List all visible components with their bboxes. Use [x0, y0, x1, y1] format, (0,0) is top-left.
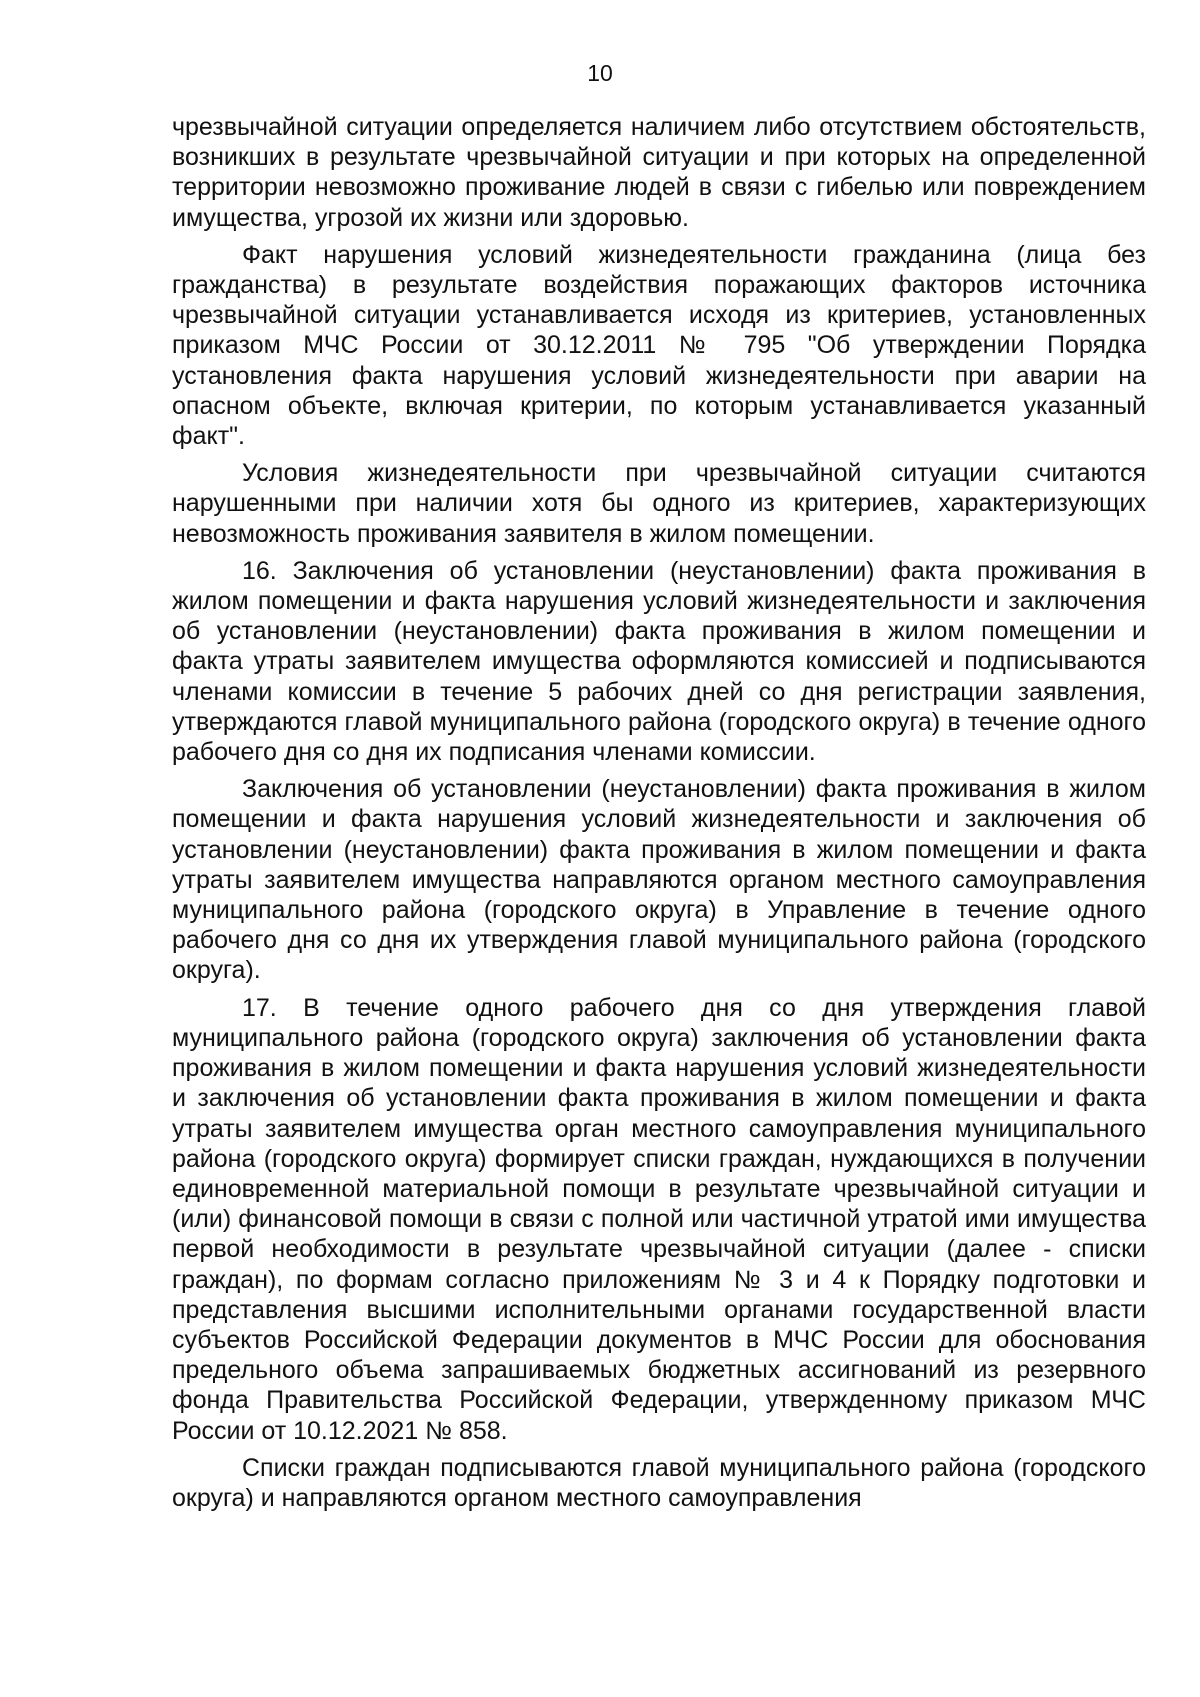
paragraph-item-17: 17. В течение одного рабочего дня со дня утверждения главой муниципального района (городского округа) заключения об установлении факта проживания в жилом помещении и факта нарушения условий жизнедеятельности и заключения об установлении факта проживания в жилом помещении и факта утраты заявителем имущества орган местного самоуправления муниципального района (городского округа) формирует списки граждан, нуждающихся в получении единовременной материальной помощи в результате чрезвычайной ситуации и (или) финансовой помощи в связи с полной или частичной утратой ими имущества первой необходимости в результате чрезвычайной ситуации (далее - списки граждан), по формам согласно приложениям № 3 и 4 к Порядку подготовки и представления высшими исполнительными органами государственной власти субъектов Российской Федерации документов в МЧС России для обоснования предельного объема запрашиваемых бюджетных ассигнований из резервного фонда Правительства Российской Федерации, утвержденному приказом МЧС России от 10.12.2021 № 858.: [172, 993, 1146, 1445]
paragraph-citizen-lists: Списки граждан подписываются главой муниципального района (городского округа) и направляются органом местного самоуправления: [172, 1453, 1146, 1512]
paragraph-continuation: чрезвычайной ситуации определяется наличием либо отсутствием обстоятельств, возникших в результате чрезвычайной ситуации и при которых на определенной территории невозможно проживание людей в связи с гибелью или повреждением имущества, угрозой их жизни или здоровью.: [172, 113, 1146, 232]
paragraph-violation-fact: Факт нарушения условий жизнедеятельности гражданина (лица без гражданства) в результате воздействия поражающих факторов источника чрезвычайной ситуации устанавливается исходя из критериев, установленных приказом МЧС России от 30.12.2011 № 795 "Об утверждении Порядка установления факта нарушения условий жизнедеятельности при аварии на опасном объекте, включая критерии, по которым устанавливается указанный факт".: [172, 240, 1146, 451]
page-number: 10: [587, 60, 613, 86]
paragraph-living-conditions: Условия жизнедеятельности при чрезвычайной ситуации считаются нарушенными при наличии хотя бы одного из критериев, характеризующих невозможность проживания заявителя в жилом помещении.: [172, 459, 1146, 548]
paragraph-item-16: 16. Заключения об установлении (неустановлении) факта проживания в жилом помещении и факта нарушения условий жизнедеятельности и заключения об установлении (неустановлении) факта проживания в жилом помещении и факта утраты заявителем имущества оформляются комиссией и подписываются членами комиссии в течение 5 рабочих дней со дня регистрации заявления, утверждаются главой муниципального района (городского округа) в течение одного рабочего дня со дня их подписания членами комиссии.: [172, 556, 1146, 767]
document-body: [172, 112, 1146, 1513]
paragraph-conclusions-sent: Заключения об установлении (неустановлении) факта проживания в жилом помещении и факта нарушения условий жизнедеятельности и заключения об установлении (неустановлении) факта проживания в жилом помещении и факта утраты заявителем имущества направляются органом местного самоуправления муниципального района (городского округа) в Управление в течение одного рабочего дня со дня их утверждения главой муниципального района (городского округа).: [172, 775, 1146, 985]
